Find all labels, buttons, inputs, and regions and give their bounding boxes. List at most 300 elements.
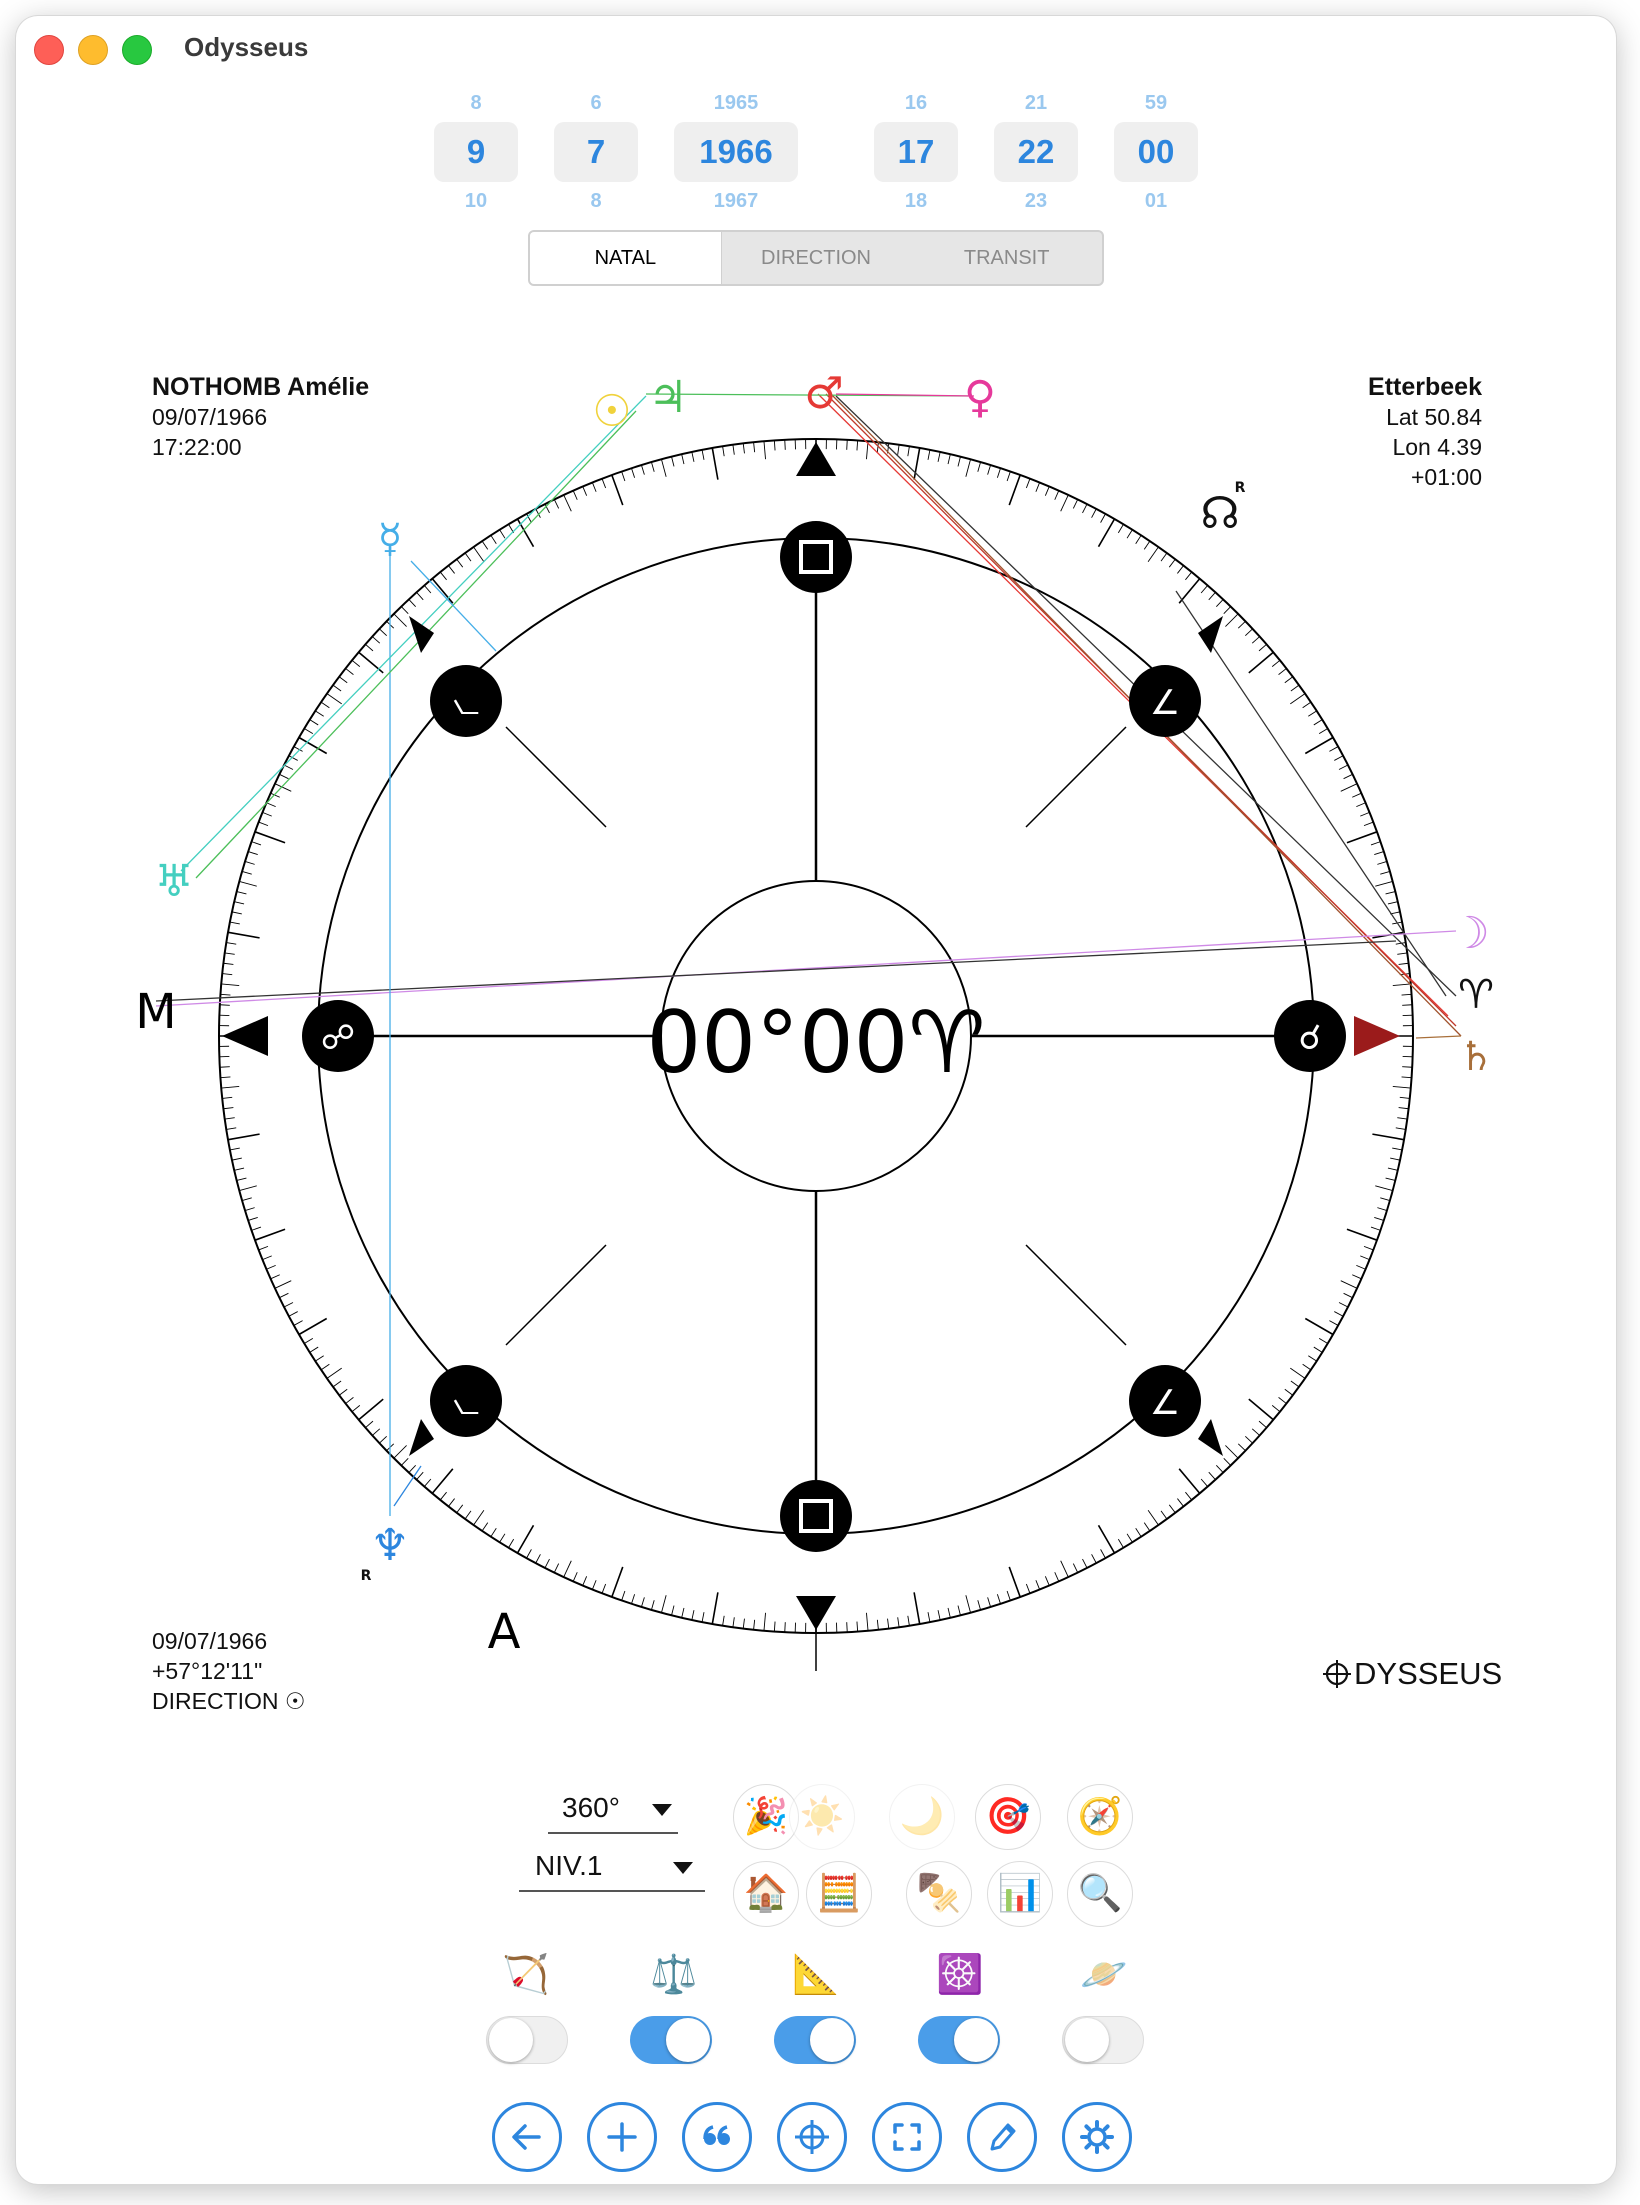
degree-tick (1314, 1347, 1322, 1352)
degree-tick (327, 694, 342, 704)
degree-tick (1341, 1281, 1357, 1289)
degree-tick (237, 1178, 247, 1180)
degree-tick (1396, 1128, 1406, 1130)
degree-tick (346, 668, 354, 674)
degree-tick (259, 1246, 268, 1250)
degree-tick (857, 440, 858, 450)
subject-time: 17:22:00 (152, 434, 242, 460)
degree-tick (220, 994, 230, 995)
degree-tick (1339, 1302, 1348, 1307)
degree-tick (1055, 1572, 1059, 1581)
degree-tick (417, 1472, 424, 1479)
degree-tick (554, 499, 558, 508)
degree-tick (612, 475, 623, 505)
venus-icon: ♀ (963, 372, 997, 423)
toggle-angles[interactable] (774, 2016, 856, 2064)
degree-tick (220, 1077, 230, 1078)
target-cross-button[interactable] (777, 2102, 847, 2172)
degree-tick (1388, 1168, 1398, 1170)
degree-tick (372, 1429, 379, 1436)
degree-tick (1209, 1472, 1216, 1479)
degree-tick (1377, 1208, 1387, 1211)
degree-tick (327, 1368, 342, 1378)
location-city: Etterbeek (1368, 373, 1482, 401)
degree-tick (225, 1118, 235, 1119)
quincunx-icon: ⦦ (452, 684, 480, 722)
degree-tick (221, 1086, 239, 1088)
toggle-aspects[interactable] (630, 2016, 712, 2064)
degree-tick (877, 1620, 878, 1630)
degree-tick (651, 1600, 654, 1610)
degree-tick (1319, 729, 1328, 734)
degree-tick (583, 1576, 587, 1585)
degree-tick (359, 1399, 384, 1420)
degree-tick (1329, 747, 1338, 752)
fullscreen-button[interactable] (872, 2102, 942, 2172)
degree-tick (1092, 1554, 1097, 1563)
scale-select-value: 360° (562, 1792, 620, 1823)
degree-tick (1026, 1584, 1030, 1593)
degree-tick (432, 579, 453, 604)
degree-tick (228, 932, 260, 938)
degree-tick (978, 462, 981, 472)
degree-tick (1380, 1198, 1390, 1201)
month-next[interactable]: 8 (590, 190, 602, 212)
degree-tick (346, 1397, 354, 1403)
degree-tick (239, 881, 256, 886)
degree-tick (294, 1321, 303, 1326)
degree-tick (774, 1622, 775, 1632)
degree-tick (1402, 1077, 1412, 1078)
degree-tick (509, 1539, 514, 1548)
chevron-down-icon (652, 1804, 672, 1816)
degree-tick (1136, 1528, 1141, 1536)
odysseus-logo-icon (1322, 1659, 1352, 1689)
degree-tick (1092, 509, 1097, 518)
neptune-icon: ♆ (370, 1520, 410, 1571)
sun-button[interactable]: ☀️ (789, 1784, 855, 1850)
subject-name: NOTHOMB Amélie (152, 373, 370, 401)
degree-tick (1308, 1356, 1316, 1361)
triangle-ruler-icon: 📐 (792, 1952, 840, 1996)
degree-tick (339, 677, 347, 683)
degree-tick (622, 1591, 625, 1600)
degree-tick (226, 943, 236, 945)
ic-arrow (796, 1596, 836, 1630)
degree-tick (1279, 668, 1287, 674)
degree-tick (1099, 519, 1115, 547)
degree-tick (1061, 1561, 1069, 1577)
degree-tick (1201, 585, 1208, 593)
degree-tick (1386, 892, 1396, 894)
asc-left-arrow (222, 1016, 268, 1056)
degree-tick (1285, 677, 1293, 683)
degree-tick (1224, 607, 1231, 614)
houses-button[interactable]: 🏠 (733, 1861, 799, 1927)
degree-tick (847, 440, 848, 450)
degree-tick (1291, 685, 1299, 691)
degree-tick (573, 1572, 577, 1581)
degree-tick (252, 842, 261, 845)
wheel-icon: ☸️ (936, 1952, 984, 1996)
degree-tick (242, 1198, 252, 1201)
degree-tick (1360, 1256, 1369, 1260)
stats-button[interactable]: 📊 (987, 1861, 1053, 1927)
degree-tick (712, 448, 718, 480)
degree-tick (1399, 1108, 1409, 1109)
month-prev[interactable]: 6 (590, 92, 602, 114)
degree-tick (1377, 861, 1387, 864)
degree-tick (1352, 1275, 1361, 1279)
degree-tick (1339, 765, 1348, 770)
degree-tick (847, 1622, 848, 1632)
moon-button[interactable]: 🌙 (889, 1784, 955, 1850)
degree-tick (1224, 1458, 1231, 1465)
degree-tick (1185, 1492, 1191, 1500)
degree-tick (394, 1445, 407, 1458)
degree-tick (573, 491, 577, 500)
degree-tick (1308, 711, 1316, 716)
month-value[interactable]: 7 (554, 122, 638, 182)
degree-tick (262, 812, 271, 816)
degree-tick (440, 572, 446, 580)
degree-tick (857, 1622, 858, 1632)
degree-tick (1393, 1086, 1411, 1088)
toggle-planets[interactable] (1062, 2016, 1144, 2064)
degree-tick (379, 1436, 386, 1443)
degree-tick (424, 1479, 431, 1487)
degree-tick (661, 459, 666, 476)
back-button[interactable] (492, 2102, 562, 2172)
degree-tick (482, 1523, 488, 1531)
degree-tick (1305, 738, 1333, 754)
degree-tick (914, 1592, 920, 1624)
edit-button[interactable] (967, 2102, 1037, 2172)
direction-label: DIRECTION ☉ (152, 1688, 306, 1714)
degree-tick (785, 1622, 786, 1632)
degree-tick (1303, 702, 1311, 708)
degree-tick (908, 1616, 910, 1626)
quote-icon (685, 2105, 749, 2169)
degree-tick (928, 450, 930, 460)
degree-tick (310, 720, 318, 725)
degree-tick (672, 1606, 674, 1616)
degree-tick (259, 822, 268, 826)
gear-icon (1065, 2105, 1129, 2169)
degree-tick (271, 1275, 280, 1279)
degree-tick (733, 1617, 734, 1627)
degree-tick (262, 1256, 271, 1260)
brand-name: DYSSEUS (1354, 1656, 1503, 1691)
degree-tick (1392, 1148, 1402, 1150)
degree-tick (1393, 984, 1411, 986)
hour-prev[interactable]: 16 (904, 92, 928, 114)
degree-tick (928, 1612, 930, 1622)
degree-tick (315, 711, 323, 716)
level-select[interactable] (519, 1846, 705, 1892)
toggle-houses[interactable] (918, 2016, 1000, 2064)
degree-tick (220, 1067, 230, 1068)
degree-tick (1045, 486, 1049, 495)
degree-tick (1402, 994, 1412, 995)
second-value[interactable]: 00 (1114, 122, 1198, 182)
hour-value[interactable]: 17 (874, 122, 958, 182)
degree-tick (1360, 812, 1369, 816)
degree-tick (248, 852, 258, 855)
degree-tick (1225, 1445, 1238, 1458)
degree-tick (672, 457, 674, 467)
degree-tick (1036, 482, 1040, 491)
degree-tick (222, 1097, 232, 1098)
degree-tick (592, 482, 596, 491)
degree-tick (948, 1608, 950, 1618)
degree-tick (248, 1217, 258, 1220)
degree-tick (409, 1465, 416, 1472)
degree-tick (1007, 472, 1010, 481)
degree-tick (1073, 499, 1077, 508)
toggle-signs[interactable] (486, 2016, 568, 2064)
asc-right-arrow (1354, 1016, 1400, 1056)
degree-tick (304, 1338, 313, 1343)
fullscreen-icon (875, 2105, 939, 2169)
degree-tick (1344, 774, 1353, 778)
degree-tick (448, 1499, 454, 1507)
degree-tick (1303, 1364, 1311, 1370)
degree-tick (228, 1134, 260, 1140)
degree-tick (1179, 1469, 1200, 1494)
degree-tick (245, 861, 255, 864)
degree-tick (1356, 1265, 1365, 1269)
degree-tick (339, 1389, 347, 1395)
mars-icon: ♂ (804, 368, 844, 419)
degree-tick (1402, 1067, 1412, 1068)
degree-tick (966, 1595, 971, 1612)
tab-direction[interactable]: DIRECTION (761, 247, 871, 269)
degree-tick (527, 1549, 532, 1558)
degree-tick (1305, 1319, 1333, 1335)
degree-tick (448, 566, 454, 574)
degree-tick (1290, 694, 1305, 704)
degree-tick (417, 592, 424, 599)
degree-tick (898, 445, 899, 455)
degree-tick (289, 1312, 298, 1317)
tab-transit[interactable]: TRANSIT (963, 247, 1050, 269)
degree-tick (1055, 491, 1059, 500)
mc-label: M (135, 984, 177, 1040)
degree-tick (365, 1421, 373, 1428)
degree-tick (237, 892, 247, 894)
celebration-button[interactable]: 🎉 (733, 1784, 799, 1850)
minute-value[interactable]: 22 (994, 122, 1078, 182)
degree-tick (978, 1600, 981, 1610)
degree-tick (1082, 504, 1087, 513)
degree-tick (1101, 514, 1106, 523)
degree-tick (482, 541, 488, 549)
semisextile-icon: ∠ (1149, 683, 1181, 723)
degree-tick (682, 454, 684, 464)
planet-icon: 🪐 (1080, 1952, 1128, 1996)
day-next[interactable]: 10 (464, 190, 488, 212)
degree-tick (1238, 621, 1245, 628)
minute-next[interactable]: 23 (1024, 190, 1048, 212)
degree-tick (888, 1619, 889, 1629)
degree-tick (1201, 1479, 1208, 1487)
degree-tick (518, 1525, 534, 1553)
chart-wheel[interactable] (16, 16, 1616, 1776)
second-next[interactable]: 01 (1144, 190, 1168, 212)
arrow-left-icon (495, 2105, 559, 2169)
degree-tick (1290, 1368, 1305, 1378)
degree-tick (352, 1405, 360, 1411)
degree-tick (221, 984, 239, 986)
degree-tick (275, 1281, 291, 1289)
skewer-button[interactable]: 🍢 (906, 1861, 972, 1927)
degree-tick (1238, 1444, 1245, 1451)
year-next[interactable]: 1967 (713, 190, 759, 212)
degree-tick (602, 479, 606, 488)
aries-icon: ♈ (1458, 972, 1494, 1018)
degree-tick (1144, 541, 1150, 549)
degree-tick (457, 1505, 463, 1513)
chevron-down-icon (673, 1862, 693, 1874)
location-tz: +01:00 (1411, 464, 1482, 490)
minute-prev[interactable]: 21 (1024, 92, 1048, 114)
degree-tick (1375, 881, 1392, 886)
degree-tick (702, 450, 704, 460)
degree-tick (1371, 842, 1380, 845)
conjunction-icon: ☌ (1298, 1018, 1322, 1058)
degree-tick (723, 446, 725, 456)
degree-tick (401, 1458, 408, 1465)
direction-date: 09/07/1966 (152, 1628, 268, 1654)
degree-tick (1374, 1217, 1384, 1220)
degree-tick (440, 1492, 446, 1500)
degree-tick (1285, 1389, 1293, 1395)
degree-tick (279, 774, 288, 778)
search-button[interactable]: 🔍 (1067, 1861, 1133, 1927)
degree-tick (702, 1612, 704, 1622)
degree-tick (1252, 1429, 1259, 1436)
degree-tick (284, 765, 293, 770)
degree-tick (372, 637, 379, 644)
degree-tick (1364, 822, 1373, 826)
degree-tick (432, 1469, 453, 1494)
degree-tick (220, 1005, 230, 1006)
degree-tick (988, 465, 991, 475)
opposition-icon: ☍ (320, 1018, 356, 1058)
degree-tick (226, 1128, 236, 1130)
app-window (16, 16, 1616, 2184)
degree-tick (1259, 644, 1267, 651)
year-value[interactable]: 1966 (674, 122, 798, 182)
degree-tick (1036, 1580, 1040, 1589)
degree-tick (1375, 1186, 1392, 1191)
sagittarius-icon: 🏹 (502, 1952, 550, 1996)
add-button[interactable] (587, 2102, 657, 2172)
degree-tick (1329, 1321, 1338, 1326)
day-prev[interactable]: 8 (470, 92, 482, 114)
degree-tick (465, 553, 471, 561)
degree-tick (1272, 660, 1280, 666)
compass-button[interactable]: 🧭 (1067, 1784, 1133, 1850)
degree-tick (232, 912, 242, 914)
scale-select[interactable] (548, 1788, 678, 1834)
degree-tick (1216, 599, 1223, 606)
degree-tick (1399, 963, 1409, 964)
degree-tick (1009, 475, 1020, 505)
degree-tick (754, 1620, 755, 1630)
degree-tick (234, 902, 244, 904)
degree-tick (424, 585, 431, 593)
degree-tick (457, 559, 463, 567)
degree-tick (1185, 572, 1191, 580)
degree-tick (1356, 803, 1365, 807)
degree-tick (1073, 1564, 1077, 1573)
target-button[interactable]: 🎯 (975, 1784, 1041, 1850)
degree-tick (491, 1528, 496, 1536)
quote-button[interactable] (682, 2102, 752, 2172)
degree-tick (1279, 1397, 1287, 1403)
degree-tick (592, 1580, 596, 1589)
degree-tick (1272, 1405, 1280, 1411)
degree-tick (1225, 614, 1238, 627)
day-value[interactable]: 9 (434, 122, 518, 182)
degree-tick (564, 495, 572, 511)
degree-tick (1144, 1523, 1150, 1531)
settings-button[interactable] (1062, 2102, 1132, 2172)
degree-tick (1101, 1549, 1106, 1558)
year-prev[interactable]: 1965 (713, 92, 759, 114)
degree-tick (692, 452, 694, 462)
degree-tick (743, 1619, 744, 1629)
degree-tick (908, 446, 910, 456)
degree-tick (359, 652, 384, 673)
degree-tick (239, 1186, 256, 1191)
degree-tick (1177, 566, 1183, 574)
degree-tick (1397, 1118, 1407, 1119)
degree-tick (333, 1381, 341, 1387)
abacus-button[interactable]: 🧮 (806, 1861, 872, 1927)
degree-tick (1127, 1534, 1132, 1542)
degree-tick (958, 457, 960, 467)
degree-tick (409, 599, 416, 606)
hour-next[interactable]: 18 (904, 190, 928, 212)
second-prev[interactable]: 59 (1144, 92, 1168, 114)
degree-tick (554, 1564, 558, 1573)
degree-tick (1400, 1097, 1410, 1098)
degree-tick (230, 1148, 240, 1150)
node-icon: ☊ (1200, 488, 1240, 539)
tab-natal[interactable]: NATAL (530, 232, 721, 284)
asc-label: A (487, 1604, 521, 1660)
degree-tick (1245, 629, 1252, 636)
balance-icon: ⚖️ (650, 1952, 698, 1996)
degree-tick (712, 1592, 718, 1624)
degree-tick (651, 462, 654, 472)
degree-tick (1009, 1567, 1020, 1597)
jupiter-icon: ♃ (648, 372, 688, 423)
degree-tick (1371, 1227, 1380, 1230)
degree-tick (1344, 1293, 1353, 1297)
degree-tick (242, 871, 252, 874)
degree-tick (1061, 495, 1069, 511)
degree-tick (785, 440, 786, 450)
degree-tick (1291, 1381, 1299, 1387)
degree-tick (1364, 1246, 1373, 1250)
degree-tick (1249, 1399, 1274, 1420)
degree-tick (491, 535, 496, 543)
brand-logo (1322, 1656, 1502, 1692)
